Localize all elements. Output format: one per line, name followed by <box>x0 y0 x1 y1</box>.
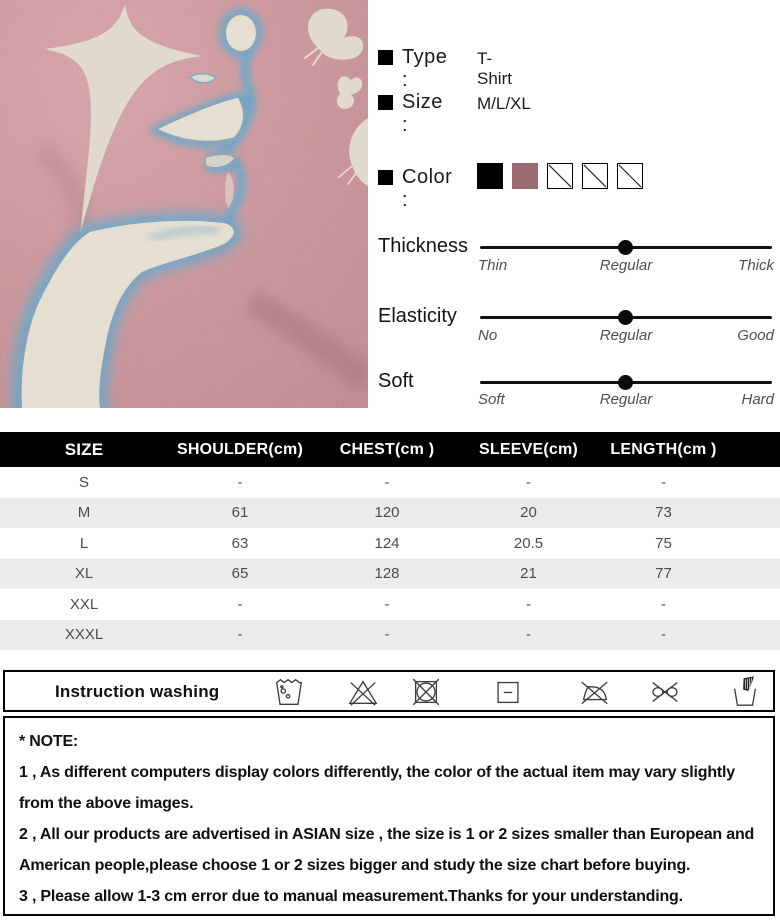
note-item-2: 2 , All our products are advertised in ASIAN size , the size is 1 or 2 sizes smaller than European and American people,please choose 1 or 2 sizes bigger and study the size chart before buying. <box>19 826 755 874</box>
cell-sleeve: 20.5 <box>513 534 544 552</box>
elasticity-scale-left: No <box>478 327 498 344</box>
soft-scale-left: Soft <box>478 391 505 408</box>
cell-sleeve: - <box>526 595 531 613</box>
do-not-wring-icon <box>648 675 682 709</box>
cell-length: - <box>661 473 666 491</box>
cell-size: S <box>78 473 89 491</box>
square-bullet-icon <box>378 95 393 110</box>
cell-size: XL <box>74 565 94 583</box>
elasticity-slider-track <box>480 316 772 319</box>
header-sleeve: SLEEVE(cm) <box>479 440 578 458</box>
table-row <box>0 559 780 590</box>
header-chest: CHEST(cm ) <box>339 440 435 458</box>
color-swatch-black[interactable] <box>477 163 503 189</box>
type-label: Type : <box>402 46 448 91</box>
cell-sleeve: - <box>526 473 531 491</box>
table-row <box>0 498 780 529</box>
cell-shoulder: - <box>237 595 243 613</box>
elasticity-slider-dot[interactable] <box>618 310 633 325</box>
cell-size: L <box>79 534 89 552</box>
cell-length: - <box>661 595 666 613</box>
table-row <box>0 467 780 498</box>
cell-chest: 124 <box>374 534 400 552</box>
do-not-iron-icon <box>577 675 611 709</box>
cell-shoulder: 63 <box>231 534 249 552</box>
cell-sleeve: 20 <box>520 504 537 522</box>
thickness-scale-left: Thin <box>478 257 508 274</box>
soft-slider-dot[interactable] <box>618 375 633 390</box>
header-size: SIZE <box>64 439 104 459</box>
size-value: M/L/XL <box>477 94 531 113</box>
color-swatches <box>477 163 643 189</box>
thickness-slider-track <box>480 246 772 249</box>
cell-chest: - <box>384 595 390 613</box>
thickness-slider-dot[interactable] <box>618 240 633 255</box>
do-not-bleach-icon <box>346 675 380 709</box>
thickness-scale-mid: Regular <box>599 257 653 274</box>
diagonal-line-icon <box>583 164 607 188</box>
cell-size: M <box>77 504 91 522</box>
do-not-tumble-dry-icon <box>409 675 443 709</box>
square-bullet-icon <box>378 170 393 185</box>
cell-length: - <box>661 626 666 644</box>
diagonal-line-icon <box>618 164 642 188</box>
header-length: LENGTH(cm ) <box>610 440 717 458</box>
cell-length: 73 <box>655 504 672 522</box>
hand-wash-icon <box>728 675 762 709</box>
header-shoulder: SHOULDER(cm) <box>177 440 303 458</box>
cell-sleeve: 21 <box>520 565 537 583</box>
soft-scale-right: Hard <box>741 391 774 408</box>
cell-length: 75 <box>655 534 672 552</box>
note-item-1: 1 , As different computers display colors differently, the color of the actual item may vary slightly from the above images. <box>19 764 735 812</box>
notes-title: * NOTE: <box>19 733 79 750</box>
cell-chest: - <box>384 473 390 491</box>
color-swatch-4[interactable] <box>582 163 608 189</box>
table-row <box>0 528 780 559</box>
cell-shoulder: - <box>237 473 243 491</box>
color-swatch-5[interactable] <box>617 163 643 189</box>
note-item-3: 3 , Please allow 1-3 cm error due to manual measurement.Thanks for your understanding. <box>19 888 683 905</box>
size-table-header <box>0 432 780 467</box>
table-row <box>0 589 780 620</box>
cell-sleeve: - <box>526 626 531 644</box>
cell-size: XXL <box>69 595 99 613</box>
cell-chest: - <box>384 626 390 644</box>
washing-instructions-box <box>3 670 775 712</box>
cell-shoulder: 61 <box>231 504 249 522</box>
elasticity-scale-mid: Regular <box>599 327 653 344</box>
thickness-scale-right: Thick <box>738 257 774 274</box>
color-label: Color : <box>402 166 453 211</box>
cell-chest: 120 <box>374 504 400 522</box>
cell-size: XXXL <box>64 626 104 644</box>
color-swatch-3[interactable] <box>547 163 573 189</box>
wash-tub-icon <box>272 675 306 709</box>
notes-box <box>3 716 775 916</box>
diagonal-line-icon <box>548 164 572 188</box>
elasticity-scale-right: Good <box>737 327 774 344</box>
cell-shoulder: - <box>237 626 243 644</box>
color-swatch-mauve[interactable] <box>512 163 538 189</box>
elasticity-slider-name: Elasticity <box>378 305 457 327</box>
soft-slider-track <box>480 381 772 384</box>
table-row <box>0 620 780 651</box>
type-value: T-Shirt <box>477 49 512 88</box>
product-image <box>0 0 368 408</box>
soft-slider-name: Soft <box>378 370 414 392</box>
cell-shoulder: 65 <box>231 565 249 583</box>
size-label: Size : <box>402 91 443 136</box>
washing-title: Instruction washing <box>55 682 220 701</box>
dry-flat-icon <box>491 675 525 709</box>
cell-length: 77 <box>655 565 672 583</box>
size-table <box>0 432 780 650</box>
soft-scale-mid: Regular <box>599 391 653 408</box>
thickness-slider-name: Thickness <box>378 235 469 257</box>
cell-chest: 128 <box>374 565 400 583</box>
square-bullet-icon <box>378 50 393 65</box>
